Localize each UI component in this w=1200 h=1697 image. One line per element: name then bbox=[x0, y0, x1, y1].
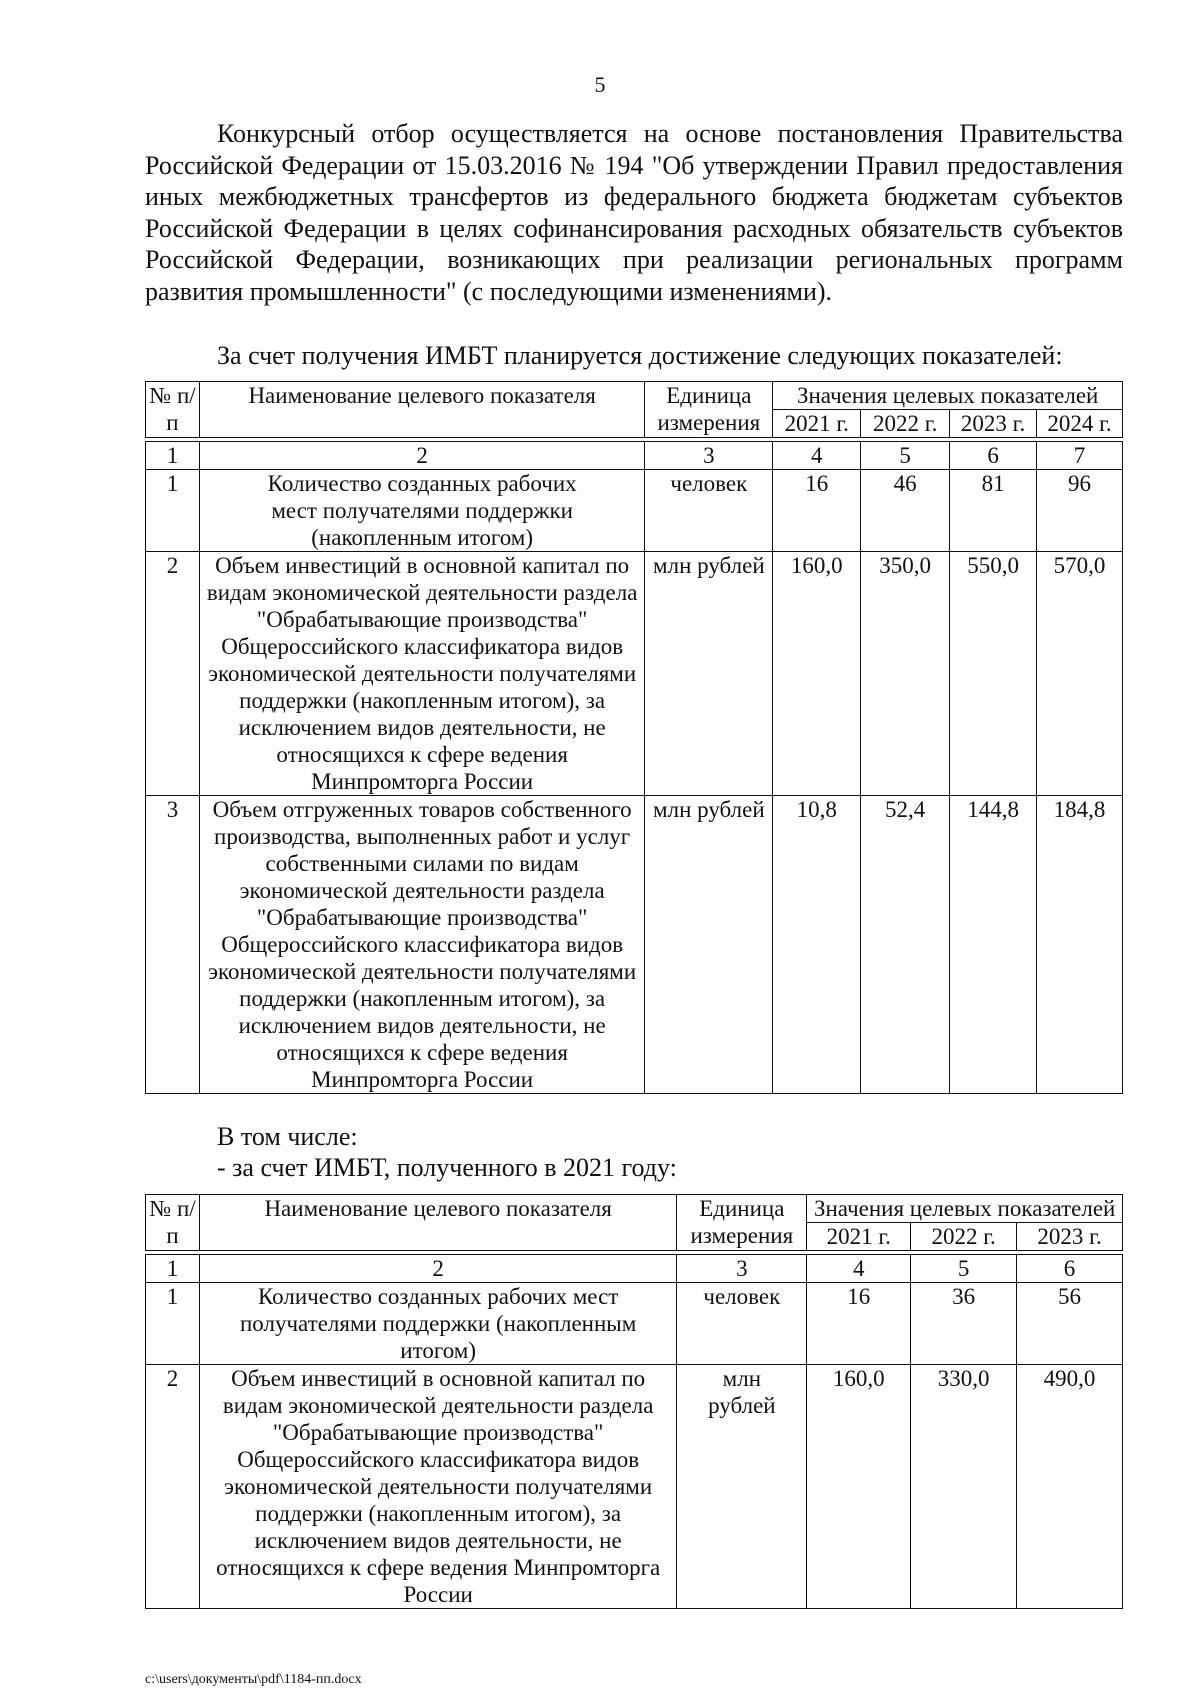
indicators-table-1 bbox=[145, 381, 1123, 1094]
col-number: 4 bbox=[773, 442, 861, 470]
header-name: Наименование целевого показателя bbox=[199, 1195, 676, 1251]
footer-file-path: c:\users\документы\pdf\1184-пп.docx bbox=[145, 1672, 362, 1687]
row-indicator-name: Объем отгруженных товаров собственного производства, выполненных работ и услуг собственными силами по видам экономической деятельности раздела "Обрабатывающие производства" Общероссийского классификатора видов экономической деятельности получателями поддержки (накопленным итогом), за исключением видов деятельности, не относящихся к сфере ведения Минпромторга России bbox=[199, 796, 644, 1094]
row-value: 350,0 bbox=[861, 552, 950, 796]
indicators-table-2 bbox=[145, 1194, 1123, 1609]
col-number: 3 bbox=[677, 1255, 807, 1283]
row-indicator-name: Объем инвестиций в основной капитал по видам экономической деятельности раздела "Обрабатывающие производства" Общероссийского классификатора видов экономической деятельности получателями поддержки (накопленным итогом), за исключением видов деятельности, не относящихся к сфере ведения Минпромторга России bbox=[199, 552, 644, 796]
row-unit: человек bbox=[645, 470, 773, 552]
col-number: 5 bbox=[861, 442, 950, 470]
row-num: 1 bbox=[146, 470, 200, 552]
intro-paragraph: Конкурсный отбор осуществляется на основе постановления Правительства Российской Федерации от 15.03.2016 № 194 "Об утверждении Правил предоставления иных межбюджетных трансфертов из федерального бюджета бюджетам субъектов Российской Федерации в целях софинансирования расходных обязательств субъектов Российской Федерации, возникающих при реализации региональных программ развития промышленности" (с последующими изменениями). bbox=[145, 119, 1123, 306]
col-number: 1 bbox=[146, 1255, 200, 1283]
header-unit: Единица измерения bbox=[677, 1195, 807, 1251]
col-number: 4 bbox=[807, 1255, 911, 1283]
col-number: 2 bbox=[199, 442, 644, 470]
row-num: 2 bbox=[146, 552, 200, 796]
row-value: 96 bbox=[1037, 470, 1123, 552]
row-value: 46 bbox=[861, 470, 950, 552]
row-value: 184,8 bbox=[1037, 796, 1123, 1094]
row-value: 160,0 bbox=[807, 1365, 911, 1609]
row-value: 81 bbox=[950, 470, 1037, 552]
col-number: 6 bbox=[1017, 1255, 1123, 1283]
row-indicator-name: Количество созданных рабочих мест получателями поддержки (накопленным итогом) bbox=[199, 1283, 676, 1365]
row-num: 2 bbox=[146, 1365, 200, 1609]
row-value: 160,0 bbox=[773, 552, 861, 796]
col-number: 2 bbox=[199, 1255, 676, 1283]
row-unit: млн рублей bbox=[677, 1365, 807, 1609]
header-num: № п/п bbox=[146, 1195, 200, 1251]
header-year: 2024 г. bbox=[1037, 410, 1123, 438]
col-number: 1 bbox=[146, 442, 200, 470]
row-num: 1 bbox=[146, 1283, 200, 1365]
page-number: 5 bbox=[594, 72, 606, 97]
table1-caption: За счет получения ИМБТ планируется достижение следующих показателей: bbox=[217, 341, 1063, 370]
row-unit: млн рублей bbox=[645, 552, 773, 796]
row-value: 550,0 bbox=[950, 552, 1037, 796]
row-value: 52,4 bbox=[861, 796, 950, 1094]
row-unit: млн рублей bbox=[645, 796, 773, 1094]
row-indicator-name: Объем инвестиций в основной капитал по видам экономической деятельности раздела "Обрабатывающие производства" Общероссийского классификатора видов экономической деятельности получателями поддержки (накопленным итогом), за исключением видов деятельности, не относящихся к сфере ведения Минпромторга России bbox=[199, 1365, 676, 1609]
table-row bbox=[146, 796, 1123, 1094]
table-row bbox=[146, 552, 1123, 796]
header-name: Наименование целевого показателя bbox=[199, 382, 644, 438]
row-indicator-name: Количество созданных рабочих мест получателями поддержки (накопленным итогом) bbox=[199, 470, 644, 552]
col-number: 3 bbox=[645, 442, 773, 470]
header-values-group: Значения целевых показателей bbox=[773, 382, 1123, 410]
col-number: 6 bbox=[950, 442, 1037, 470]
column-numbers-row bbox=[146, 442, 1123, 470]
header-num: № п/п bbox=[146, 382, 200, 438]
table-header-row bbox=[146, 382, 1123, 410]
header-year: 2023 г. bbox=[1017, 1223, 1123, 1251]
header-year: 2022 г. bbox=[861, 410, 950, 438]
row-value: 36 bbox=[911, 1283, 1017, 1365]
row-value: 56 bbox=[1017, 1283, 1123, 1365]
table-header-row bbox=[146, 1195, 1123, 1223]
row-value: 330,0 bbox=[911, 1365, 1017, 1609]
row-value: 570,0 bbox=[1037, 552, 1123, 796]
header-values-group: Значения целевых показателей bbox=[807, 1195, 1123, 1223]
table2-caption: - за счет ИМБТ, полученного в 2021 году: bbox=[217, 1153, 677, 1182]
header-year: 2022 г. bbox=[911, 1223, 1017, 1251]
row-value: 16 bbox=[807, 1283, 911, 1365]
header-year: 2021 г. bbox=[807, 1223, 911, 1251]
header-year: 2023 г. bbox=[950, 410, 1037, 438]
row-value: 490,0 bbox=[1017, 1365, 1123, 1609]
row-num: 3 bbox=[146, 796, 200, 1094]
table-row bbox=[146, 1283, 1123, 1365]
including-label: В том числе: bbox=[217, 1122, 358, 1151]
row-unit: человек bbox=[677, 1283, 807, 1365]
table-row bbox=[146, 470, 1123, 552]
row-value: 144,8 bbox=[950, 796, 1037, 1094]
table-row bbox=[146, 1365, 1123, 1609]
col-number: 5 bbox=[911, 1255, 1017, 1283]
row-value: 16 bbox=[773, 470, 861, 552]
header-unit: Единица измерения bbox=[645, 382, 773, 438]
col-number: 7 bbox=[1037, 442, 1123, 470]
column-numbers-row bbox=[146, 1255, 1123, 1283]
header-year: 2021 г. bbox=[773, 410, 861, 438]
row-value: 10,8 bbox=[773, 796, 861, 1094]
